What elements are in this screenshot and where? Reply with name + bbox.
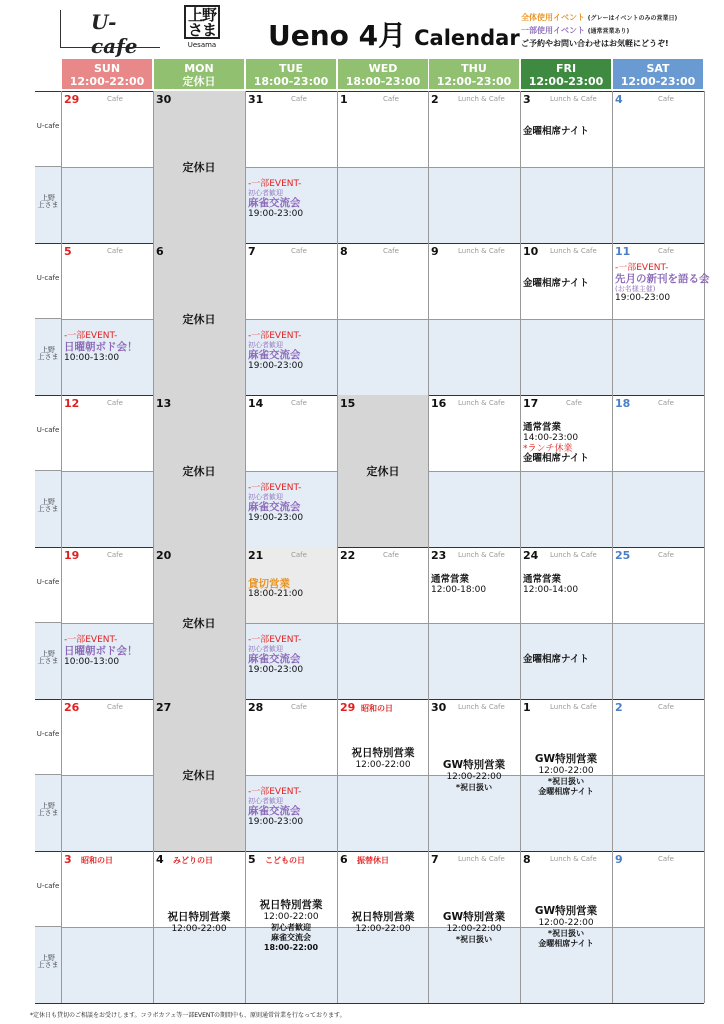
grid-line <box>245 699 246 851</box>
gw-special: GW特別営業 <box>534 905 598 917</box>
event-block <box>248 179 303 220</box>
uesama-caption: Uesama <box>187 41 217 49</box>
grid-line <box>245 243 246 395</box>
legend <box>521 12 677 50</box>
day-hours: 12:00-23:00 <box>436 75 512 88</box>
date-subtitle: Cafe <box>107 399 123 407</box>
date-number: 24 <box>523 549 539 562</box>
event-time: 12:00-14:00 <box>523 585 579 595</box>
event-center-block <box>520 753 612 797</box>
event-block <box>64 331 138 364</box>
grid-line <box>520 547 521 699</box>
event-time: 12:00-22:00 <box>355 924 411 934</box>
holiday-special: 祝日特別営業 <box>259 899 323 911</box>
date-number: 3 <box>64 853 72 866</box>
calendar-bottom-border <box>35 1003 704 1004</box>
sumo-night: 金曜相席ナイト <box>523 126 589 137</box>
date-number: 2 <box>615 701 623 714</box>
sumo-night: 金曜相席ナイト <box>523 278 589 289</box>
grid-line <box>245 91 246 243</box>
date-number: 1 <box>340 93 348 106</box>
date-number: 9 <box>431 245 439 258</box>
closed-label: 定休日 <box>182 769 216 782</box>
date-subtitle: Cafe <box>658 703 674 711</box>
date-number: 15 <box>340 397 356 410</box>
date-number: 12 <box>64 397 80 410</box>
date-number: 26 <box>64 701 80 714</box>
grid-line <box>612 395 613 547</box>
date-subtitle: Lunch & Cafe <box>458 247 505 255</box>
event-block <box>523 279 589 289</box>
day-header-tue <box>245 58 337 90</box>
event-block <box>248 483 303 524</box>
partial-event-tag: -一部EVENT- <box>248 635 302 645</box>
event-block <box>523 423 589 464</box>
grid-line <box>61 91 62 243</box>
grid-line <box>612 243 613 395</box>
date-subtitle: Cafe <box>107 247 123 255</box>
day-header-fri <box>520 58 612 90</box>
date-number: 10 <box>523 245 539 258</box>
grid-line <box>337 395 338 547</box>
row-label-ucafe: U-cafe <box>35 851 61 927</box>
holiday-treat: *祝日扱い <box>547 777 585 786</box>
row-label-ucafe: U-cafe <box>35 395 61 471</box>
grid-line <box>245 395 246 547</box>
date-subtitle: Cafe <box>291 95 307 103</box>
date-number: 4 <box>615 93 623 106</box>
day-hours: 定休日 <box>182 75 216 88</box>
date-subtitle: 昭和の日 <box>81 856 113 865</box>
grid-line <box>61 395 62 547</box>
event-time: 19:00-23:00 <box>248 361 304 371</box>
partial-event-tag: -一部EVENT- <box>248 483 302 493</box>
date-subtitle: Cafe <box>383 95 399 103</box>
grid-line <box>612 851 613 1003</box>
grid-line <box>520 395 521 547</box>
date-number: 6 <box>156 245 164 258</box>
grid-line <box>337 547 338 699</box>
date-number: 5 <box>64 245 72 258</box>
day-hours: 18:00-23:00 <box>345 75 421 88</box>
sunday-board-event: 日曜朝ボド会！ <box>64 645 138 657</box>
date-subtitle: Cafe <box>291 247 307 255</box>
grid-line <box>520 243 521 395</box>
date-subtitle: みどりの日 <box>173 856 213 865</box>
date-number: 9 <box>615 853 623 866</box>
date-subtitle: Cafe <box>291 399 307 407</box>
event-block <box>64 635 138 668</box>
grid-line <box>704 91 705 243</box>
grid-line <box>428 91 429 243</box>
event-time: 12:00-22:00 <box>446 924 502 934</box>
ucafe-logo <box>60 10 160 58</box>
date-number: 30 <box>156 93 172 106</box>
partial-event-tag: -一部EVENT- <box>64 331 118 341</box>
date-number: 16 <box>431 397 447 410</box>
event-time: 18:00-22:00 <box>263 943 319 952</box>
row-label-ucafe: U-cafe <box>35 547 61 623</box>
date-number: 13 <box>156 397 172 410</box>
day-header-mon <box>153 58 245 90</box>
partial-event-tag: -一部EVENT- <box>64 635 118 645</box>
legend-full: 全体使用イベント <box>521 13 585 22</box>
beginner-welcome: 初心者歓迎 <box>248 341 283 349</box>
grid-line <box>61 547 62 699</box>
sumo-night: 金曜相席ナイト <box>538 787 594 796</box>
grid-line <box>337 699 338 851</box>
grid-line <box>153 699 154 851</box>
week-row <box>35 395 704 547</box>
date-number: 31 <box>248 93 264 106</box>
event-time: 12:00-18:00 <box>431 585 487 595</box>
partial-event-tag: -一部EVENT- <box>248 331 302 341</box>
gw-special: GW特別営業 <box>442 759 506 771</box>
holiday-special: 祝日特別営業 <box>167 911 231 923</box>
date-subtitle: Lunch & Cafe <box>458 551 505 559</box>
holiday-special: 祝日特別営業 <box>351 911 415 923</box>
date-subtitle: 振替休日 <box>357 856 389 865</box>
date-number: 14 <box>248 397 264 410</box>
grid-line <box>520 91 521 243</box>
event-time: 19:00-23:00 <box>248 209 304 219</box>
grid-line <box>153 547 154 699</box>
event-time: 10:00-13:00 <box>64 353 120 363</box>
closed-label: 定休日 <box>182 313 216 326</box>
grid-line <box>153 243 154 395</box>
holiday-special: 祝日特別営業 <box>351 747 415 759</box>
grid-line <box>612 547 613 699</box>
uesama-logo-box <box>184 5 220 39</box>
event-center-block <box>337 911 429 935</box>
closed-label: 定休日 <box>182 617 216 630</box>
grid-line <box>704 851 705 1003</box>
holiday-treat: *祝日扱い <box>455 783 493 792</box>
beginner-welcome: 初心者歓迎 <box>248 493 283 501</box>
date-number: 6 <box>340 853 348 866</box>
title-sub: Calendar <box>414 26 520 50</box>
date-number: 22 <box>340 549 356 562</box>
mahjong-event: 麻雀交流会 <box>248 653 301 665</box>
uesama-logo-line1: 上野 <box>187 6 216 24</box>
sumo-night: 金曜相席ナイト <box>523 453 589 464</box>
holiday-treat: *祝日扱い <box>547 929 585 938</box>
event-block <box>248 331 303 372</box>
row-label-uesama: 上野 上さま <box>35 927 61 1003</box>
ucafe-logo-text: U-cafe <box>91 10 138 58</box>
grid-line <box>612 699 613 851</box>
date-subtitle: Cafe <box>291 551 307 559</box>
row-label-uesama: 上野 上さま <box>35 471 61 547</box>
holiday-treat: *祝日扱い <box>455 935 493 944</box>
closed-label: 定休日 <box>182 161 216 174</box>
grid-line <box>61 699 62 851</box>
normal-hours: 通常営業 <box>523 422 562 433</box>
date-number: 28 <box>248 701 264 714</box>
week-row <box>35 91 704 243</box>
date-subtitle: Cafe <box>383 551 399 559</box>
date-subtitle: Cafe <box>658 95 674 103</box>
day-name: TUE <box>279 62 303 75</box>
closed-label: 定休日 <box>182 465 216 478</box>
date-subtitle: Cafe <box>107 551 123 559</box>
event-center-block <box>520 905 612 949</box>
event-center-block <box>337 747 429 771</box>
normal-hours: 通常営業 <box>431 574 470 585</box>
mahjong-event: 麻雀交流会 <box>271 933 311 942</box>
event-time: 12:00-22:00 <box>171 924 227 934</box>
event-time: 12:00-22:00 <box>263 912 319 922</box>
date-subtitle: Lunch & Cafe <box>458 703 505 711</box>
grid-line <box>61 851 62 1003</box>
date-number: 1 <box>523 701 531 714</box>
grid-line <box>337 243 338 395</box>
date-number: 27 <box>156 701 172 714</box>
date-number: 20 <box>156 549 172 562</box>
row-label-uesama: 上野 上さま <box>35 623 61 699</box>
date-number: 7 <box>248 245 256 258</box>
event-block <box>615 263 710 304</box>
date-number: 21 <box>248 549 264 562</box>
event-time: 14:00-23:00 <box>523 433 579 443</box>
date-number: 17 <box>523 397 539 410</box>
event-time: 19:00-23:00 <box>248 513 304 523</box>
event-center-block <box>245 899 337 953</box>
date-subtitle: Lunch & Cafe <box>550 551 597 559</box>
date-number: 29 <box>64 93 80 106</box>
row-label-ucafe: U-cafe <box>35 91 61 167</box>
grid-line <box>428 243 429 395</box>
date-number: 11 <box>615 245 631 258</box>
event-block <box>248 787 303 828</box>
legend-contact: ご予約やお問い合わせはお気軽にどうぞ! <box>521 39 669 48</box>
day-name: FRI <box>555 62 577 75</box>
day-hours: 12:00-23:00 <box>528 75 604 88</box>
title-main: Ueno 4月 <box>268 19 407 52</box>
date-subtitle: Lunch & Cafe <box>458 855 505 863</box>
closed-label: 定休日 <box>366 465 400 478</box>
date-subtitle: Cafe <box>658 855 674 863</box>
date-subtitle: Cafe <box>658 399 674 407</box>
day-name: SUN <box>93 62 121 75</box>
row-label-uesama: 上野 上さま <box>35 319 61 395</box>
footer-note: *定休日も貸切のご相談をお受けします。コラボカフェ等一部EVENTの期間中も、原則通常営業を行なっております。 <box>30 1012 346 1019</box>
row-label-ucafe: U-cafe <box>35 243 61 319</box>
date-number: 29 <box>340 701 356 714</box>
grid-line <box>428 395 429 547</box>
date-number: 30 <box>431 701 447 714</box>
day-header-wed <box>337 58 429 90</box>
date-subtitle: Lunch & Cafe <box>458 399 505 407</box>
date-subtitle: Cafe <box>107 703 123 711</box>
new-book-event: 先月の新刊を語る会 <box>615 273 710 285</box>
date-number: 8 <box>523 853 531 866</box>
grid-line <box>153 395 154 547</box>
beginner-welcome: 初心者歓迎 <box>271 923 311 932</box>
date-number: 18 <box>615 397 631 410</box>
event-center-block <box>428 911 520 945</box>
date-subtitle: Cafe <box>383 247 399 255</box>
event-block <box>248 635 303 676</box>
date-subtitle: 昭和の日 <box>361 704 393 713</box>
grid-line <box>428 547 429 699</box>
event-block <box>523 127 589 137</box>
date-number: 19 <box>64 549 80 562</box>
sumo-night: 金曜相席ナイト <box>523 654 589 665</box>
grid-line <box>153 91 154 243</box>
beginner-welcome: 初心者歓迎 <box>248 797 283 805</box>
gw-special: GW特別営業 <box>534 753 598 765</box>
event-time: 12:00-22:00 <box>538 766 594 776</box>
row-label-uesama: 上野 上さま <box>35 775 61 851</box>
event-center-block <box>428 759 520 793</box>
event-time: 12:00-22:00 <box>446 772 502 782</box>
day-name: WED <box>368 62 398 75</box>
event-block <box>431 575 486 596</box>
date-subtitle: Lunch & Cafe <box>550 855 597 863</box>
grid-line <box>245 547 246 699</box>
event-center-block <box>153 911 245 935</box>
event-host: (お名様主催) <box>615 285 656 293</box>
partial-event-tag: -一部EVENT- <box>248 179 302 189</box>
event-time: 12:00-22:00 <box>355 760 411 770</box>
date-subtitle: Cafe <box>107 95 123 103</box>
page-title <box>268 14 520 52</box>
date-number: 23 <box>431 549 447 562</box>
week-row <box>35 547 704 699</box>
date-subtitle: Cafe <box>566 399 582 407</box>
date-number: 7 <box>431 853 439 866</box>
day-hours: 12:00-23:00 <box>620 75 696 88</box>
grid-line <box>704 547 705 699</box>
beginner-welcome: 初心者歓迎 <box>248 645 283 653</box>
date-number: 4 <box>156 853 164 866</box>
grid-line <box>337 91 338 243</box>
grid-line <box>704 699 705 851</box>
mahjong-event: 麻雀交流会 <box>248 349 301 361</box>
day-header-sun <box>61 58 153 90</box>
partial-event-tag: -一部EVENT- <box>248 787 302 797</box>
date-number: 8 <box>340 245 348 258</box>
gw-special: GW特別営業 <box>442 911 506 923</box>
event-time: 19:00-23:00 <box>248 817 304 827</box>
lunch-closed: *ランチ休業 <box>523 444 573 454</box>
date-number: 5 <box>248 853 256 866</box>
date-subtitle: Lunch & Cafe <box>458 95 505 103</box>
date-subtitle: Cafe <box>658 247 674 255</box>
week-row <box>35 243 704 395</box>
uesama-logo-line2: さま <box>187 21 216 39</box>
row-label-ucafe: U-cafe <box>35 699 61 775</box>
day-header-sat <box>612 58 704 90</box>
legend-full-note: (グレーはイベントのみの営業日) <box>587 15 678 22</box>
event-time: 12:00-22:00 <box>538 918 594 928</box>
beginner-welcome: 初心者歓迎 <box>248 189 283 197</box>
mahjong-event: 麻雀交流会 <box>248 501 301 513</box>
date-subtitle: Cafe <box>658 551 674 559</box>
event-time: 19:00-23:00 <box>615 293 671 303</box>
day-hours: 12:00-22:00 <box>69 75 145 88</box>
mahjong-event: 麻雀交流会 <box>248 197 301 209</box>
date-number: 2 <box>431 93 439 106</box>
date-number: 25 <box>615 549 631 562</box>
grid-line <box>704 395 705 547</box>
event-block <box>248 579 303 600</box>
normal-hours: 通常営業 <box>523 574 562 585</box>
day-header-thu <box>428 58 520 90</box>
mahjong-event: 麻雀交流会 <box>248 805 301 817</box>
date-subtitle: こどもの日 <box>265 856 305 865</box>
date-subtitle: Cafe <box>291 703 307 711</box>
event-time: 19:00-23:00 <box>248 665 304 675</box>
date-subtitle: Lunch & Cafe <box>550 703 597 711</box>
legend-partial-note: (通常営業あり) <box>587 28 630 35</box>
grid-line <box>61 243 62 395</box>
day-name: THU <box>461 62 487 75</box>
date-number: 3 <box>523 93 531 106</box>
uesama-logo <box>180 5 224 49</box>
event-block <box>523 655 589 665</box>
date-subtitle: Lunch & Cafe <box>550 95 597 103</box>
sumo-night: 金曜相席ナイト <box>538 939 594 948</box>
legend-partial: 一部使用イベント <box>521 26 585 35</box>
date-subtitle: Lunch & Cafe <box>550 247 597 255</box>
charter-event: 貸切営業 <box>248 578 290 590</box>
day-hours: 18:00-23:00 <box>253 75 329 88</box>
event-time: 18:00-21:00 <box>248 589 304 599</box>
partial-event-tag: -一部EVENT- <box>615 263 669 273</box>
day-name: MON <box>184 62 214 75</box>
event-time: 10:00-13:00 <box>64 657 120 667</box>
sunday-board-event: 日曜朝ボド会！ <box>64 341 138 353</box>
row-label-uesama: 上野 上さま <box>35 167 61 243</box>
event-block <box>523 575 578 596</box>
grid-line <box>612 91 613 243</box>
day-name: SAT <box>646 62 670 75</box>
